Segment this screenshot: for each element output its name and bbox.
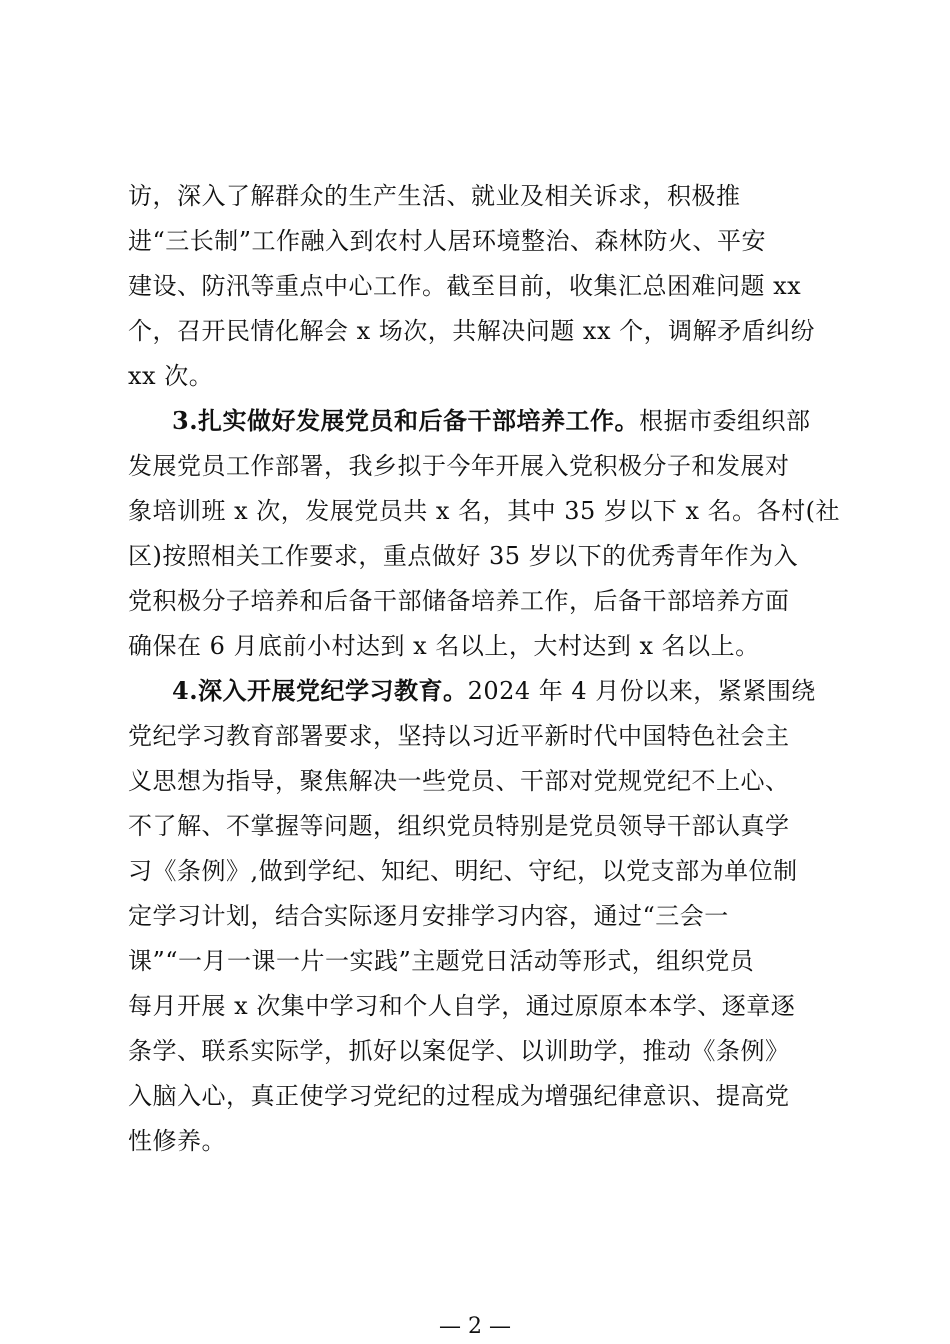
paragraph-2-line-4: 区)按照相关工作要求，重点做好 35 岁以下的优秀青年作为入	[128, 542, 799, 570]
paragraph-1-line-2: 进“三长制”工作融入到农村人居环境整治、森林防火、平安	[128, 227, 767, 255]
paragraph-3-line-5: 习《条例》,做到学纪、知纪、明纪、守纪，以党支部为单位制	[128, 857, 798, 885]
paragraph-2-line-6: 确保在 6 月底前小村达到 x 名以上，大村达到 x 名以上。	[128, 632, 760, 660]
paragraph-3-line-11: 性修养。	[128, 1127, 226, 1155]
paragraph-2-line-3: 象培训班 x 次，发展党员共 x 名，其中 35 岁以下 x 名。各村(社	[128, 497, 841, 525]
paragraph-2-heading: 3.扎实做好发展党员和后备干部培养工作。	[172, 406, 640, 435]
page-number: — 2 —	[439, 1314, 511, 1339]
paragraph-3-line-2: 党纪学习教育部署要求，坚持以习近平新时代中国特色社会主	[128, 722, 790, 750]
paragraph-3-line-4: 不了解、不掌握等问题，组织党员特别是党员领导干部认真学	[128, 812, 790, 840]
paragraph-2-line-5: 党积极分子培养和后备干部储备培养工作，后备干部培养方面	[128, 587, 790, 615]
paragraph-3-first-line-text: 2024 年 4 月份以来，紧紧围绕	[467, 677, 816, 705]
paragraph-1-line-1: 访，深入了解群众的生产生活、就业及相关诉求，积极推	[128, 182, 741, 210]
paragraph-3-line-7: 课”“一月一课一片一实践”主题党日活动等形式，组织党员	[128, 947, 755, 975]
paragraph-3-line-1	[172, 675, 872, 707]
paragraph-1-line-3: 建设、防汛等重点中心工作。截至目前，收集汇总困难问题 xx	[128, 272, 802, 300]
paragraph-3-line-8: 每月开展 x 次集中学习和个人自学，通过原原本本学、逐章逐	[128, 992, 796, 1020]
paragraph-3-line-3: 义思想为指导，聚焦解决一些党员、干部对党规党纪不上心、	[128, 767, 790, 795]
paragraph-1-line-4: 个，召开民情化解会 x 场次，共解决问题 xx 个，调解矛盾纠纷	[128, 317, 816, 345]
paragraph-2-first-line-text: 根据市委组织部	[639, 407, 811, 435]
paragraph-1-line-5: xx 次。	[128, 362, 214, 390]
paragraph-2-line-2: 发展党员工作部署，我乡拟于今年开展入党积极分子和发展对	[128, 452, 790, 480]
paragraph-3-line-6: 定学习计划，结合实际逐月安排学习内容，通过“三会一	[128, 902, 729, 930]
paragraph-3-line-10: 入脑入心，真正使学习党纪的过程成为增强纪律意识、提高党	[128, 1082, 790, 1110]
paragraph-3-heading: 4.深入开展党纪学习教育。	[172, 676, 468, 705]
paragraph-3-line-9: 条学、联系实际学，抓好以案促学、以训助学，推动《条例》	[128, 1037, 790, 1065]
paragraph-2-line-1	[172, 405, 872, 437]
